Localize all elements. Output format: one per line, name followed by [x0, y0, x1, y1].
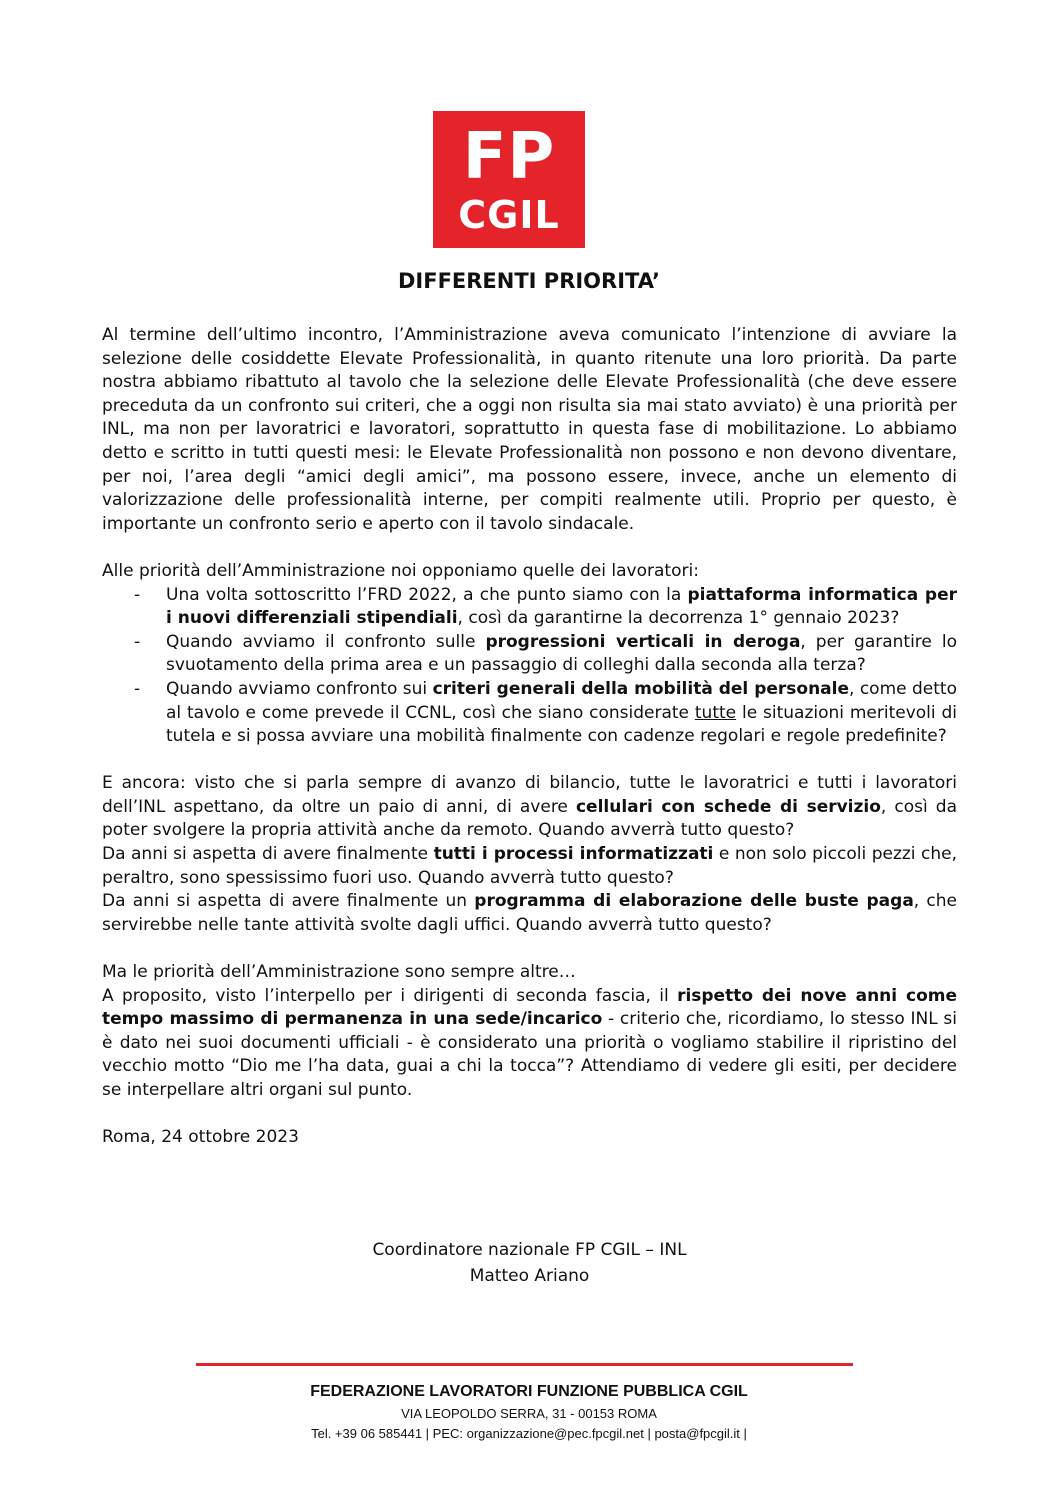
paragraph-payroll: Da anni si aspetta di avere finalmente un programma di elaborazione delle buste paga, che servirebbe nelle tante attività svolte dagli uffici. Quando avverrà tutto questo? — [102, 891, 957, 935]
logo-cgil-text: CGIL — [458, 193, 560, 237]
list-item: - Una volta sottoscritto l’FRD 2022, a che punto siamo con la piattaforma informatica per i nuovi differenziali stipendiali, così da garantirne la decorrenza 1° gennaio 2023? — [134, 584, 957, 629]
signature-block — [302, 1237, 757, 1289]
paragraph-interpello: A proposito, visto l’interpello per i dirigenti di seconda fascia, il rispetto dei nove anni come tempo massimo di permanenza in una sede/incarico - criterio che, ricordiamo, lo stesso INL si è dato nei suoi documenti ufficiali - è considerato una priorità o vogliamo stabilire il ripristino del vecchio motto “Dio me l’ha data, guai a chi la tocca”? Attendiamo di vedere gli esiti, per decidere se interpellare altri organi sul punto. — [102, 985, 957, 1100]
demands-list — [102, 584, 957, 749]
paragraph-priorities: Ma le priorità dell’Amministrazione sono sempre altre… — [102, 962, 576, 983]
footer-address: VIA LEOPOLDO SERRA, 31 - 00153 ROMA — [401, 1406, 657, 1421]
signature-role: Coordinatore nazionale FP CGIL – INL — [372, 1240, 687, 1260]
document-body — [102, 324, 957, 1150]
signature-name: Matteo Ariano — [469, 1266, 590, 1286]
paragraph-intro: Al termine dell’ultimo incontro, l’Amministrazione aveva comunicato l’intenzione di avviare la selezione delle cosiddette Elevate Professionalità, in quanto ritenute una loro priorità. Da parte nostra abbiamo ribattuto al tavolo che la selezione delle Elevate Professionalità (che deve essere preceduta da un confronto sui criteri, che a oggi non risulta sia mai stato avviato) è una priorità per INL, ma non per lavoratrici e lavoratori, soprattutto in questa fase di mobilitazione. Lo abbiamo detto e scritto in tutti questi mesi: le Elevate Professionalità non possono e non devono diventare, per noi, l’area degli “amici degli amici”, ma possono essere, invece, anche un elemento di valorizzazione delle professionalità interne, per compiti realmente utili. Proprio per questo, è importante un confronto serio e aperto con il tavolo sindacale. — [102, 325, 957, 534]
list-intro: Alle priorità dell’Amministrazione noi opponiamo quelle dei lavoratori: — [102, 560, 699, 581]
underlined-word: tutte — [694, 702, 737, 723]
paragraph-phones: E ancora: visto che si parla sempre di avanzo di bilancio, tutte le lavoratrici e tutti i lavoratori dell’INL aspettano, da oltre un paio di anni, di avere cellulari con schede di servizio, così da poter svolgere la propria attività anche da remoto. Quando avverrà tutto questo? — [102, 773, 958, 841]
list-item: - Quando avviamo confronto sui criteri generali della mobilità del personale, come detto al tavolo e come prevede il CCNL, così che siano considerate tutte le situazioni meritevoli di tutela e si possa avviare una mobilità finalmente con cadenze regolari e regole predefinite? — [134, 678, 957, 747]
paragraph-processes: Da anni si aspetta di avere finalmente tutti i processi informatizzati e non solo piccoli pezzi che, peraltro, sono spessissimo fuori uso. Quando avverrà tutto questo? — [102, 844, 957, 888]
list-dash: - — [134, 584, 141, 605]
footer — [0, 1381, 1058, 1444]
footer-divider — [196, 1363, 853, 1366]
list-dash: - — [134, 678, 141, 699]
list-dash: - — [134, 631, 141, 652]
logo-fp-text: FP — [462, 120, 556, 194]
document-date: Roma, 24 ottobre 2023 — [102, 1127, 299, 1148]
document-title: DIFFERENTI PRIORITA’ — [397, 269, 661, 293]
list-item: - Quando avviamo il confronto sulle progressioni verticali in deroga, per garantire lo svuotamento della prima area e un passaggio di colleghi dalla seconda alla terza? — [134, 631, 957, 676]
footer-organization: FEDERAZIONE LAVORATORI FUNZIONE PUBBLICA CGIL — [310, 1383, 748, 1400]
footer-contacts: Tel. +39 06 585441 | PEC: organizzazione@pec.fpcgil.net | posta@fpcgil.it | — [311, 1426, 747, 1441]
fp-cgil-logo — [433, 111, 585, 248]
